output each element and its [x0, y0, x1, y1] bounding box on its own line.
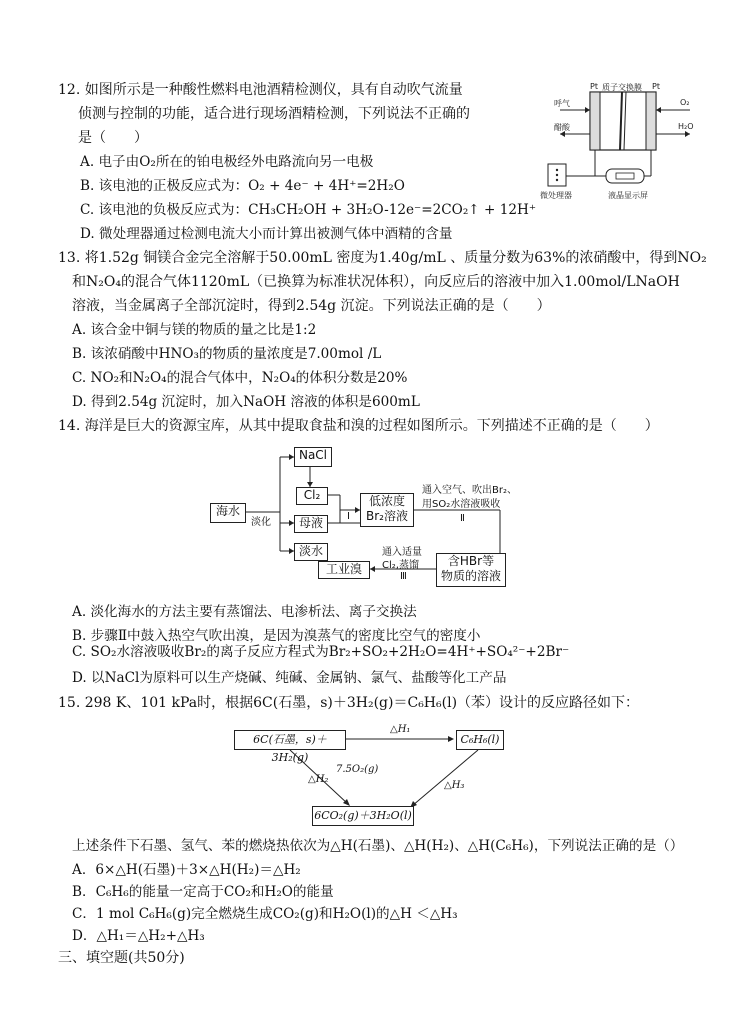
label-step3-line1: 通入适量 [382, 547, 422, 558]
q12-stem-line2: 侦测与控制的功能，适合进行现场酒精检测，下列说法不正确的 [78, 106, 470, 122]
box-combustion-products: 6CO₂(g)＋3H₂O(l) [312, 806, 414, 826]
q12-option-b: B. 该电池的正极反应式为：O₂ + 4e⁻ + 4H⁺=2H₂O [80, 178, 405, 194]
fig-processor: 微处理器 [540, 191, 572, 200]
label-step2-line1: 通入空气、吹出Br₂、 [422, 485, 517, 496]
q12-option-a: A. 电子由O₂所在的铂电极经外电路流向另一电极 [80, 154, 374, 170]
q15-stem: 15. 298 K、101 kPa时，根据6C(石墨，s)＋3H₂(g)＝C₆H₆(l)（苯）设计的反应路径如下： [58, 695, 640, 711]
label-step3-line2: Cl₂,蒸馏 [382, 560, 419, 571]
box-hbr-solution [436, 553, 506, 587]
box-low-bromine [360, 493, 414, 527]
q14-stem: 14. 海洋是巨大的资源宝库，从其中提取食盐和溴的过程如图所示。下列描述不正确的是（ ） [58, 418, 659, 434]
label-step-2: Ⅱ [460, 513, 465, 524]
section-3-heading: 三、填空题(共50分) [58, 950, 185, 966]
q12-fuel-cell-figure [540, 80, 710, 205]
q14-flowchart [210, 445, 530, 585]
q13-option-d: D. 得到2.54g 沉淀时，加入NaOH 溶液的体积是600mL [72, 394, 420, 410]
q15-option-a: A．6×△H(石墨)＋3×△H(H₂)＝△H₂ [72, 862, 301, 878]
box-nacl: NaCl [294, 447, 332, 467]
label-step-1: Ⅰ [347, 511, 350, 522]
q14-option-a: A. 淡化海水的方法主要有蒸馏法、电渗析法、离子交换法 [72, 604, 417, 620]
q14-option-c: C. SO₂水溶液吸收Br₂的离子反应方程式为Br₂+SO₂+2H₂O=4H⁺+SO₄²⁻+2Br⁻ [72, 644, 570, 660]
hbr-line1: 含HBr等 [447, 554, 495, 568]
low-bromine-line1: 低浓度 [368, 494, 405, 508]
box-fresh-water: 淡水 [294, 543, 328, 561]
fig-pt-left: Pt [590, 82, 598, 91]
fig-display: 液晶显示屏 [608, 191, 648, 200]
box-seawater: 海水 [210, 503, 246, 523]
label-dh3: △H₃ [444, 780, 465, 791]
box-cl2: Cl₂ [296, 487, 328, 505]
q15-option-b: B．C₆H₆的能量一定高于CO₂和H₂O的能量 [72, 884, 334, 900]
label-dh1: △H₁ [390, 724, 411, 735]
q13-option-c: C. NO₂和N₂O₄的混合气体中，N₂O₄的体积分数是20% [72, 370, 408, 386]
label-desalination: 淡化 [251, 517, 271, 528]
fig-breath: 呼气 [554, 99, 570, 108]
label-step2-line2: 用SO₂水溶液吸收 [422, 499, 501, 510]
box-reactants: 6C(石墨，s)＋3H₂(g) [234, 730, 346, 750]
box-industrial-bromine: 工业溴 [318, 561, 370, 579]
q12-stem-line3: 是（ ） [78, 130, 148, 146]
q12-stem-line1: 12. 如图所示是一种酸性燃料电池酒精检测仪，具有自动吹气流量 [58, 82, 463, 98]
q13-option-a: A. 该合金中铜与镁的物质的量之比是1:2 [72, 322, 317, 338]
fig-o2: O₂ [680, 98, 690, 107]
box-mother-liquor: 母液 [294, 515, 328, 533]
fig-membrane: 质子交换膜 [602, 83, 642, 92]
label-dh2: △H₂ [308, 774, 329, 785]
q13-stem-line2: 和N₂O₄的混合气体1120mL（已换算为标准状况体积），向反应后的溶液中加入1.00mol/LNaOH [72, 274, 680, 290]
q15-option-d: D．△H₁＝△H₂+△H₃ [72, 928, 205, 944]
hbr-line2: 物质的溶液 [440, 569, 501, 583]
fig-acid: 醋酸 [554, 123, 570, 132]
q14-option-d: D. 以NaCl为原料可以生产烧碱、纯碱、金属钠、氯气、盐酸等化工产品 [72, 670, 507, 686]
q12-option-c: C. 该电池的负极反应式为：CH₃CH₂OH + 3H₂O-12e⁻=2CO₂↑ + 12H⁺ [80, 202, 537, 218]
label-step-3: Ⅲ [400, 571, 407, 582]
q13-stem-line1: 13. 将1.52g 铜镁合金完全溶解于50.00mL 密度为1.40g/mL 、质量分数为63%的浓硝酸中，得到NO₂ [58, 250, 707, 266]
q15-reaction-path [230, 722, 520, 832]
q15-option-c: C．1 mol C₆H₆(g)完全燃烧生成CO₂(g)和H₂O(l)的△H ＜△H₃ [72, 906, 458, 922]
fig-h2o: H₂O [678, 122, 694, 131]
q15-condition: 上述条件下石墨、氢气、苯的燃烧热依次为△H(石墨)、△H(H₂)、△H(C₆H₆)，下列说法正确的是（） [72, 838, 684, 854]
low-bromine-line2: Br₂溶液 [366, 509, 408, 523]
q14-option-b: B. 步骤Ⅱ中鼓入热空气吹出溴，是因为溴蒸气的密度比空气的密度小 [72, 628, 481, 644]
q13-option-b: B. 该浓硝酸中HNO₃的物质的量浓度是7.00mol /L [72, 346, 382, 362]
label-o2: 7.5O₂(g) [336, 764, 379, 775]
fig-pt-right: Pt [652, 82, 660, 91]
q12-option-d: D. 微处理器通过检测电流大小而计算出被测气体中酒精的含量 [80, 226, 453, 242]
q13-stem-line3: 溶液，当金属离子全部沉淀时，得到2.54g 沉淀。下列说法正确的是（ ） [72, 298, 551, 314]
box-benzene: C₆H₆(l) [456, 730, 504, 750]
